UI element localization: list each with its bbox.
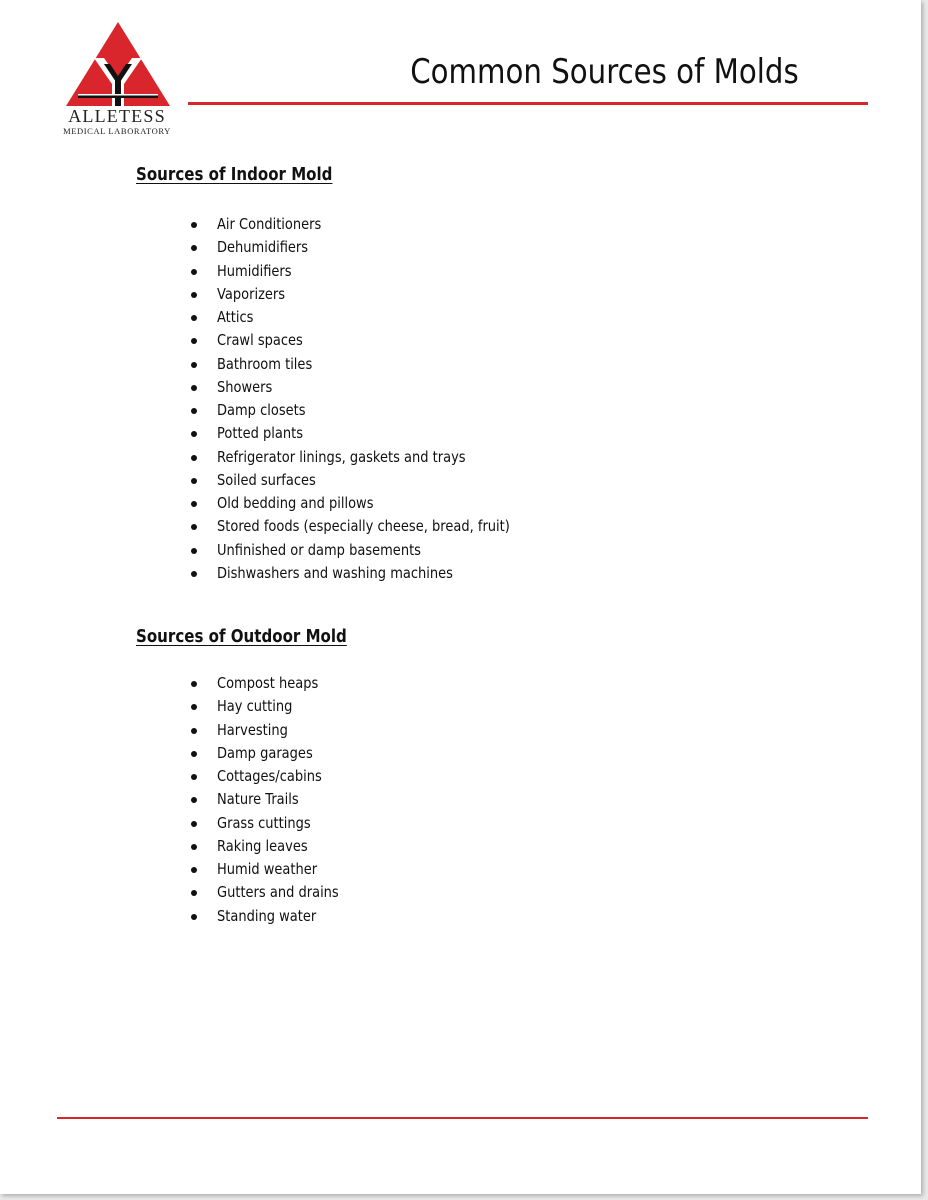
bullet-icon — [191, 524, 197, 530]
bullet-icon — [191, 362, 197, 368]
bullet-icon — [191, 315, 197, 321]
list-item-text: Soiled surfaces — [217, 470, 316, 489]
bullet-icon — [191, 844, 197, 850]
indoor-heading: Sources of Indoor Mold — [136, 165, 333, 185]
bullet-icon — [191, 867, 197, 873]
list-item-text: Humid weather — [217, 860, 318, 878]
list-item-text: Old bedding and pillows — [217, 494, 374, 512]
bullet-icon — [191, 408, 197, 414]
bullet-icon — [191, 292, 197, 298]
list-item-text: Gutters and drains — [217, 883, 339, 902]
bullet-icon — [191, 455, 197, 461]
company-logo — [58, 20, 178, 138]
bullet-icon — [191, 774, 197, 780]
bullet-icon — [191, 797, 197, 803]
bullet-icon — [191, 821, 197, 827]
list-item-text: Standing water — [217, 906, 317, 925]
bullet-icon — [191, 269, 197, 275]
bullet-icon — [191, 478, 197, 484]
list-item-text: Crawl spaces — [217, 331, 303, 350]
list-item-text: Potted plants — [217, 424, 303, 443]
logo-triangle-icon — [58, 20, 178, 110]
list-item-text: Air Conditioners — [217, 215, 322, 233]
list-item-text: Attics — [217, 308, 254, 326]
bullet-icon — [191, 385, 197, 391]
bullet-icon — [191, 431, 197, 437]
page-title: Common Sources of Molds — [410, 52, 799, 92]
bullet-icon — [191, 704, 197, 710]
bullet-icon — [191, 914, 197, 920]
bullet-icon — [191, 728, 197, 734]
list-item-text: Unfinished or damp basements — [217, 540, 421, 559]
list-item-text: Raking leaves — [217, 836, 308, 855]
bullet-icon — [191, 681, 197, 687]
bullet-icon — [191, 890, 197, 896]
bullet-icon — [191, 751, 197, 757]
list-item-text: Dishwashers and washing machines — [217, 563, 453, 582]
header-divider — [188, 102, 868, 105]
bullet-icon — [191, 548, 197, 554]
list-item-text: Nature Trails — [217, 790, 299, 809]
list-item-text: Damp garages — [217, 743, 313, 762]
list-item-text: Cottages/cabins — [217, 767, 322, 785]
list-item-text: Hay cutting — [217, 697, 293, 716]
bullet-icon — [191, 338, 197, 344]
bullet-icon — [191, 245, 197, 251]
list-item-text: Stored foods (especially cheese, bread, fruit) — [217, 517, 510, 536]
list-item-text: Vaporizers — [217, 284, 286, 303]
footer-divider — [57, 1117, 868, 1119]
list-item-text: Humidifiers — [217, 261, 292, 280]
list-item-text: Harvesting — [217, 720, 288, 739]
outdoor-heading: Sources of Outdoor Mold — [136, 627, 347, 647]
list-item-text: Grass cuttings — [217, 813, 311, 832]
list-item-text: Compost heaps — [217, 674, 319, 692]
bullet-icon — [191, 222, 197, 228]
list-item-text: Refrigerator linings, gaskets and trays — [217, 447, 466, 466]
list-item-text: Bathroom tiles — [217, 354, 313, 373]
bullet-icon — [191, 571, 197, 577]
list-item-text: Dehumidifiers — [217, 238, 309, 257]
list-item-text: Damp closets — [217, 401, 306, 419]
logo-wordmark: ALLETESS — [68, 106, 166, 126]
bullet-icon — [191, 501, 197, 507]
logo-subtitle: MEDICAL LABORATORY — [63, 126, 171, 136]
list-item-text: Showers — [217, 377, 273, 396]
